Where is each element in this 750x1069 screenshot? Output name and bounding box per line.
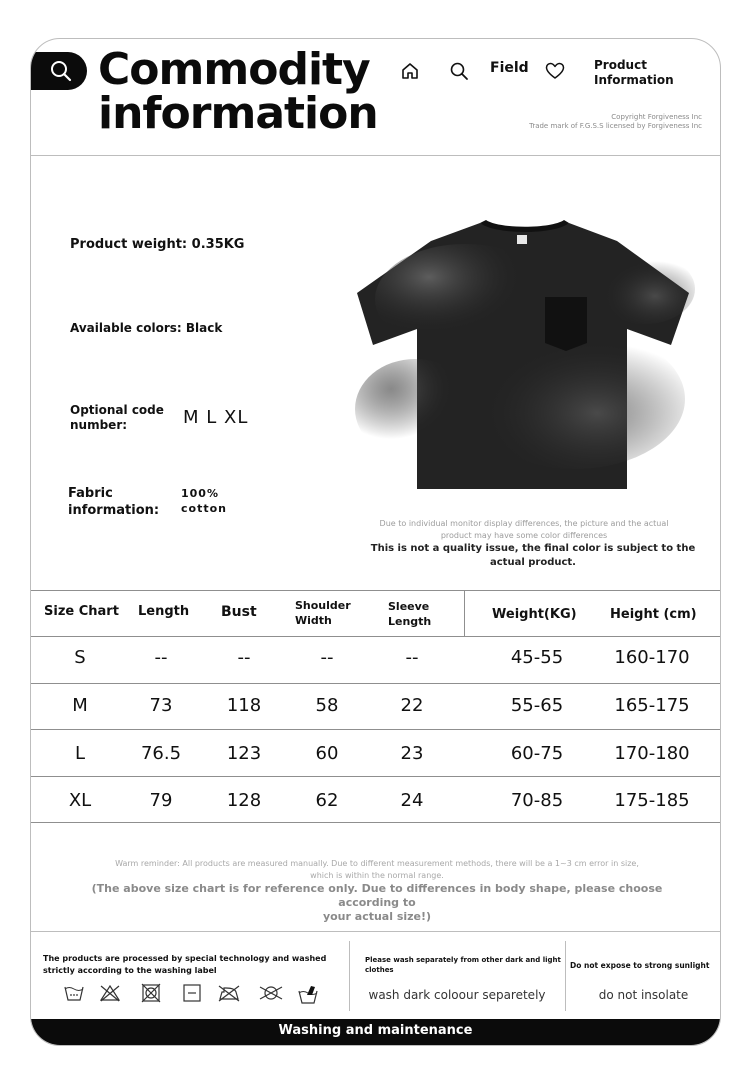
nav-field-link[interactable]: Field <box>490 60 529 76</box>
size-cell-shoulder: 60 <box>315 743 339 764</box>
care-column-divider <box>565 941 566 1011</box>
header-shoulder-line1: Shoulder <box>295 599 351 612</box>
size-cell-shoulder: 62 <box>315 790 339 811</box>
no-bleach-icon <box>99 983 121 1003</box>
size-cell-weight: 60-75 <box>510 743 564 764</box>
size-cell-weight: 55-65 <box>510 695 564 716</box>
size-cell-length: -- <box>154 647 168 668</box>
size-cell-sleeve: -- <box>405 647 419 668</box>
size-cell-length: 73 <box>149 695 173 716</box>
dry-flat-icon <box>181 983 203 1003</box>
care-text1-line1: The products are processed by special technology and washed <box>43 954 327 963</box>
table-top-border <box>31 590 720 591</box>
no-tumble-dry-icon <box>140 983 162 1003</box>
warm-line2: which is within the normal range. <box>310 871 444 880</box>
search-button[interactable] <box>31 52 87 90</box>
commodity-card <box>30 38 721 1046</box>
header-shoulder-width <box>295 598 351 628</box>
color-disclaimer-small <box>341 518 707 542</box>
header-sleeve-line2: Length <box>388 615 432 628</box>
fabric-label-line2: information: <box>68 503 160 518</box>
nav-product-info-link[interactable] <box>594 58 674 88</box>
size-reference-note <box>67 882 687 924</box>
disclaimer-small-line2: product may have some color differences <box>440 531 608 540</box>
fabric-value <box>181 486 227 516</box>
header-height: Height (cm) <box>610 607 697 622</box>
code-value: M L XL <box>183 407 249 428</box>
table-row-border <box>31 776 720 777</box>
title-line1: Commodity <box>98 44 370 95</box>
code-label-line2: number: <box>70 418 128 432</box>
code-label <box>70 403 164 433</box>
page-title <box>98 44 378 139</box>
care-text-separate <box>365 955 565 975</box>
available-colors: Available colors: Black <box>70 321 223 335</box>
nav-product-line2: Information <box>594 73 674 87</box>
warm-line1: Warm reminder: All products are measured manually. Due to different measurement methods, there will be a 1~3 cm error in size, <box>115 859 639 868</box>
size-cell-size: S <box>74 647 86 668</box>
size-cell-height: 160-170 <box>614 647 690 668</box>
size-cell-size: XL <box>68 790 92 811</box>
care-text-process <box>43 953 353 977</box>
header-length: Length <box>138 604 190 619</box>
no-dry-clean-icon <box>258 983 284 1003</box>
nav-product-line1: Product <box>594 58 647 72</box>
iron-low-icon <box>217 983 241 1003</box>
ref-line2: your actual size!) <box>322 910 432 923</box>
code-label-line1: Optional code <box>70 403 164 417</box>
home-icon[interactable] <box>400 61 420 81</box>
table-row-border <box>31 683 720 684</box>
warm-reminder <box>67 858 687 882</box>
care-text-sunlight: Do not expose to strong sunlight <box>570 961 710 970</box>
table-header-border <box>31 636 720 637</box>
fabric-label <box>68 485 159 519</box>
washing-maintenance-footer: Washing and maintenance <box>31 1019 720 1045</box>
wash-30-icon <box>63 983 85 1003</box>
disclaimer-main-line1: This is not a quality issue, the final color is subject to the <box>370 543 696 554</box>
ref-line1: (The above size chart is for reference only. Due to differences in body shape, please choose according to <box>91 882 663 909</box>
size-cell-sleeve: 23 <box>400 743 424 764</box>
header-sleeve-length <box>388 599 431 629</box>
search-icon <box>50 60 72 82</box>
size-cell-length: 79 <box>149 790 173 811</box>
fabric-label-line1: Fabric <box>68 486 113 501</box>
care-text2-line1: Please wash separately from other dark and light <box>365 956 561 964</box>
size-cell-shoulder: -- <box>320 647 334 668</box>
size-cell-bust: 123 <box>226 743 262 764</box>
hand-wash-icon <box>297 983 319 1005</box>
size-cell-sleeve: 24 <box>400 790 424 811</box>
disclaimer-small-line1: Due to individual monitor display differences, the picture and the actual <box>379 519 669 528</box>
size-cell-height: 170-180 <box>614 743 690 764</box>
care-divider <box>31 931 720 932</box>
header-divider <box>31 155 720 156</box>
size-cell-shoulder: 58 <box>315 695 339 716</box>
size-cell-weight: 70-85 <box>510 790 564 811</box>
size-cell-bust: 118 <box>226 695 262 716</box>
nav-search-icon[interactable] <box>449 61 469 81</box>
fabric-value-line1: 100% <box>181 487 219 500</box>
size-cell-height: 165-175 <box>614 695 690 716</box>
heart-icon[interactable] <box>545 61 565 81</box>
size-cell-bust: 128 <box>226 790 262 811</box>
header-weight: Weight(KG) <box>492 607 577 622</box>
size-cell-size: M <box>72 695 88 716</box>
header-bust: Bust <box>221 604 257 620</box>
header-sleeve-line1: Sleeve <box>388 600 430 613</box>
table-bottom-border <box>31 822 720 823</box>
size-cell-height: 175-185 <box>614 790 690 811</box>
tshirt-image <box>355 219 695 491</box>
care-text2-line2: clothes <box>365 966 394 974</box>
copyright <box>529 113 702 131</box>
color-disclaimer-main <box>353 542 713 570</box>
header-shoulder-line2: Width <box>295 614 332 627</box>
fabric-value-line2: cotton <box>181 502 227 515</box>
care-sub-insolate: do not insolate <box>598 988 689 1002</box>
header-size-chart: Size Chart <box>44 604 119 619</box>
care-sub-separate: wash dark coloour separetely <box>368 988 546 1002</box>
size-cell-length: 76.5 <box>140 743 182 764</box>
table-vertical-divider <box>464 590 465 636</box>
care-text1-line2: strictly according to the washing label <box>43 966 217 975</box>
size-cell-weight: 45-55 <box>510 647 564 668</box>
size-cell-sleeve: 22 <box>400 695 424 716</box>
copyright-line2: Trade mark of F.G.S.S licensed by Forgiveness Inc <box>529 122 702 130</box>
product-weight: Product weight: 0.35KG <box>70 237 245 252</box>
size-cell-size: L <box>74 743 86 764</box>
table-row-border <box>31 729 720 730</box>
disclaimer-main-line2: actual product. <box>490 557 576 568</box>
title-line2: information <box>98 88 378 139</box>
size-cell-bust: -- <box>237 647 251 668</box>
copyright-line1: Copyright Forgiveness Inc <box>611 113 702 121</box>
